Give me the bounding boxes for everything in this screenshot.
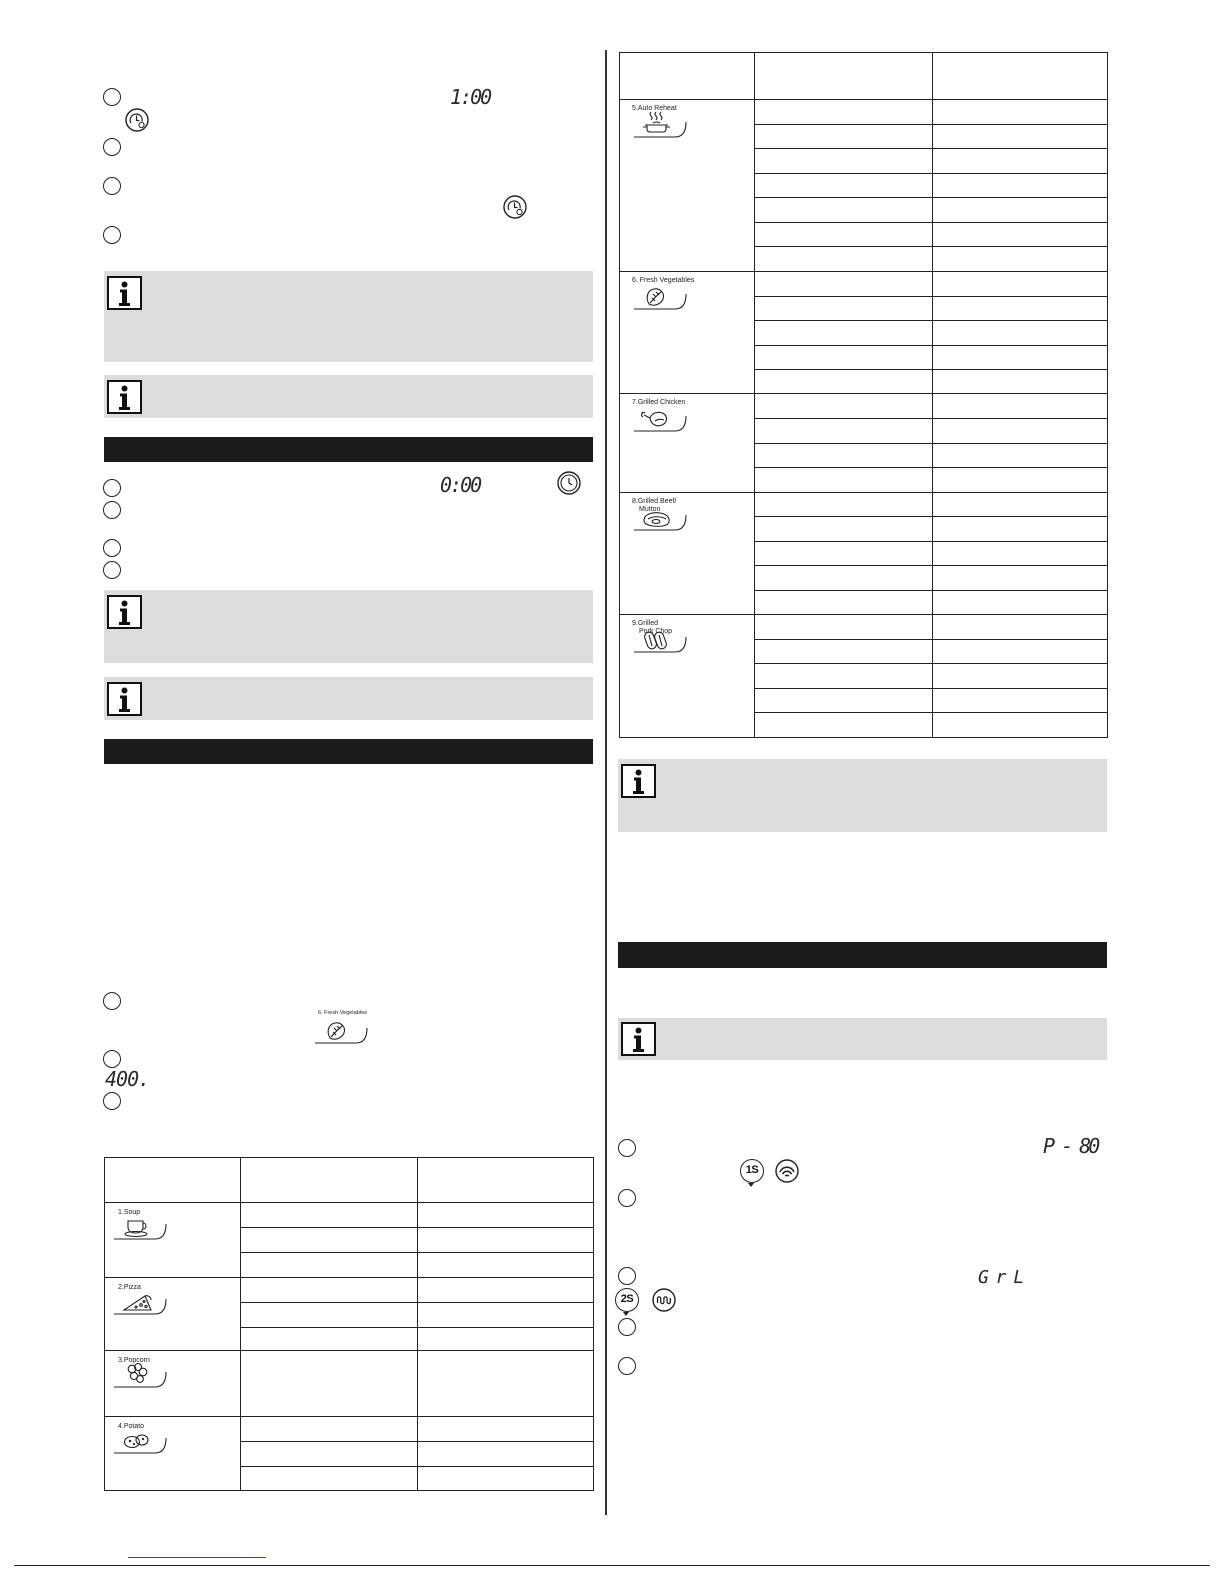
table-header-cell [755, 53, 933, 100]
table-cell [241, 1417, 418, 1442]
table-cell [755, 640, 933, 664]
table-cell [418, 1442, 594, 1467]
menu-button-graphic [105, 1203, 240, 1247]
menu-button-graphic [105, 1417, 240, 1461]
table-cell [241, 1228, 418, 1253]
info-note [104, 375, 593, 418]
table-cell [755, 247, 933, 272]
table-cell [755, 517, 933, 542]
table-cell [933, 493, 1108, 517]
menu-button-graphic [105, 1351, 240, 1395]
info-note [104, 590, 593, 663]
column-divider [605, 50, 607, 1515]
time-defrost-icon [503, 195, 527, 219]
table-cell [241, 1303, 418, 1328]
table-cell [933, 223, 1108, 247]
table-cell [755, 444, 933, 468]
menu-button-graphic [620, 100, 754, 144]
table-cell [755, 493, 933, 517]
table-cell [418, 1253, 594, 1278]
step-marker [103, 561, 121, 579]
table-cell [241, 1328, 418, 1351]
table-cell [241, 1442, 418, 1467]
grilled-chicken-icon [633, 404, 689, 434]
menu-button-cell [105, 1278, 241, 1351]
table-row [620, 493, 1108, 517]
info-icon [107, 682, 142, 716]
table-cell [933, 640, 1108, 664]
table-cell [755, 689, 933, 713]
table-header-row [105, 1158, 594, 1203]
vegetables-icon [633, 282, 689, 312]
table-cell [755, 615, 933, 640]
table-cell [241, 1203, 418, 1228]
menu-button-graphic [620, 493, 754, 537]
table-cell [241, 1351, 418, 1417]
stage-2-badge-icon: 2S [615, 1288, 639, 1312]
step-marker [103, 226, 121, 244]
table-cell [755, 100, 933, 125]
table-header-cell [241, 1158, 418, 1203]
table-cell [933, 566, 1108, 591]
step-marker [103, 1092, 121, 1110]
menu-button-graphic [620, 394, 754, 438]
menu-button-cell [620, 394, 755, 493]
table-cell [755, 566, 933, 591]
table-cell [418, 1278, 594, 1303]
button-outline [315, 1028, 367, 1043]
table-header-cell [418, 1158, 594, 1203]
table-cell [755, 149, 933, 174]
step-marker [618, 1139, 636, 1157]
menu-button-graphic [620, 272, 754, 316]
menu-button-label: Pork Chop [639, 628, 673, 635]
table-cell [933, 468, 1108, 493]
table-cell [755, 468, 933, 493]
table-cell [933, 100, 1108, 125]
menu-button-label: 8.Grilled Beef/ [632, 498, 677, 505]
table-cell [933, 321, 1108, 346]
table-cell [755, 542, 933, 566]
step-marker [103, 501, 121, 519]
table-cell [933, 149, 1108, 174]
table-cell [933, 689, 1108, 713]
menu-button-label: 5.Auto Reheat [632, 105, 677, 112]
stage-1-badge-icon: 1S [740, 1159, 764, 1183]
step-marker [618, 1318, 636, 1336]
info-icon [621, 1022, 656, 1056]
table-cell [755, 297, 933, 321]
table-cell [755, 419, 933, 444]
table-cell [933, 517, 1108, 542]
table-cell [241, 1467, 418, 1491]
menu-button-cell [620, 615, 755, 738]
info-note [104, 677, 593, 720]
table-cell [933, 272, 1108, 297]
table-cell [933, 346, 1108, 370]
fresh-vegetables-button-graphic [312, 1008, 370, 1048]
table-cell [755, 664, 933, 689]
table-row [105, 1351, 594, 1417]
section-heading-bar [104, 437, 593, 462]
step-marker [103, 88, 121, 106]
table-cell [933, 664, 1108, 689]
table-cell [755, 713, 933, 738]
grill-icon [652, 1288, 676, 1312]
pizza-slice-icon [113, 1287, 169, 1317]
menu-button-graphic [620, 615, 754, 659]
info-icon [107, 276, 142, 310]
table-cell [755, 591, 933, 615]
step-marker [618, 1189, 636, 1207]
display-readout-grill-mode: G r L [978, 1267, 1023, 1288]
table-cell [418, 1351, 594, 1417]
display-readout-defrost-time: 1:00 [450, 85, 491, 109]
footer-rule [14, 1565, 1210, 1566]
table-cell [933, 125, 1108, 149]
table-cell [418, 1417, 594, 1442]
steak-icon [633, 503, 689, 533]
menu-button-label: 1.Soup [118, 1209, 141, 1216]
menu-button-cell [105, 1351, 241, 1417]
info-note [618, 1018, 1107, 1060]
table-cell [755, 370, 933, 394]
fresh-vegetables-button-label: 6. Fresh Vegetables [318, 1010, 367, 1016]
menu-button-graphic [105, 1278, 240, 1322]
button-outline [634, 122, 686, 137]
menu-button-label: 6. Fresh Vegetables [632, 277, 695, 284]
clock-icon [557, 471, 581, 495]
table-cell [933, 419, 1108, 444]
pork-chop-icon [633, 625, 689, 655]
table-cell [933, 444, 1108, 468]
display-readout-clock-time: 0:00 [440, 473, 481, 497]
step-marker [103, 539, 121, 557]
step-marker [103, 138, 121, 156]
vegetables-icon [314, 1016, 370, 1046]
menu-button-label: 7.Grilled Chicken [632, 399, 686, 406]
menu-button-cell [620, 100, 755, 272]
step-marker [618, 1267, 636, 1285]
popcorn-icon [113, 1360, 169, 1390]
table-cell [755, 346, 933, 370]
menu-button-cell [620, 493, 755, 615]
table-cell [933, 297, 1108, 321]
table-cell [418, 1328, 594, 1351]
section-heading-bar [618, 942, 1107, 968]
table-row [105, 1203, 594, 1228]
display-readout-weight: 400. [105, 1067, 150, 1091]
table-cell [933, 174, 1108, 198]
time-defrost-icon [125, 108, 149, 132]
menu-button-label: 2.Pizza [118, 1284, 141, 1291]
table-cell [755, 174, 933, 198]
menu-button-label: 4.Potato [118, 1423, 145, 1430]
table-row [620, 272, 1108, 297]
table-cell [418, 1203, 594, 1228]
table-cell [755, 321, 933, 346]
table-cell [933, 247, 1108, 272]
table-cell [755, 198, 933, 223]
menu-button-label: 9.Grilled [632, 620, 659, 627]
info-icon [107, 595, 142, 629]
auto-menu-table [619, 52, 1108, 738]
info-icon [107, 380, 142, 414]
menu-button-cell [105, 1203, 241, 1278]
table-cell [241, 1253, 418, 1278]
table-row [105, 1278, 594, 1303]
info-icon [621, 764, 656, 798]
table-cell [755, 223, 933, 247]
table-row [105, 1417, 594, 1442]
auto-menu-table [104, 1157, 594, 1491]
step-marker [618, 1357, 636, 1375]
button-outline [114, 1438, 166, 1453]
table-cell [418, 1467, 594, 1491]
display-readout-power-level: P - 80 [1043, 1134, 1098, 1158]
table-header-cell [620, 53, 755, 100]
step-marker [103, 177, 121, 195]
menu-button-label: Mutton [639, 506, 661, 513]
table-row [620, 100, 1108, 125]
table-cell [418, 1303, 594, 1328]
step-marker [103, 1050, 121, 1068]
section-heading-bar [104, 739, 593, 764]
table-cell [933, 591, 1108, 615]
button-outline [634, 294, 686, 309]
table-cell [241, 1278, 418, 1303]
menu-button-label: 3.Popcorn [118, 1357, 150, 1364]
step-marker [103, 992, 121, 1010]
table-cell [933, 394, 1108, 419]
table-cell [755, 394, 933, 419]
table-header-row [620, 53, 1108, 100]
potato-icon [113, 1426, 169, 1456]
table-cell [755, 125, 933, 149]
info-note [104, 271, 593, 362]
table-header-cell [933, 53, 1108, 100]
table-cell [755, 272, 933, 297]
table-cell [933, 713, 1108, 738]
table-cell [933, 542, 1108, 566]
table-cell [418, 1228, 594, 1253]
coffee-cup-icon [113, 1212, 169, 1242]
button-outline [634, 416, 686, 431]
step-marker [103, 479, 121, 497]
info-note [618, 759, 1107, 832]
menu-button-cell [620, 272, 755, 394]
table-cell [933, 198, 1108, 223]
table-row [620, 394, 1108, 419]
steaming-dish-icon [633, 110, 689, 140]
microwave-power-icon [775, 1159, 799, 1183]
table-cell [933, 615, 1108, 640]
menu-button-cell [105, 1417, 241, 1491]
table-header-cell [105, 1158, 241, 1203]
table-cell [933, 370, 1108, 394]
footer-link-underline [128, 1557, 266, 1558]
table-row [620, 615, 1108, 640]
